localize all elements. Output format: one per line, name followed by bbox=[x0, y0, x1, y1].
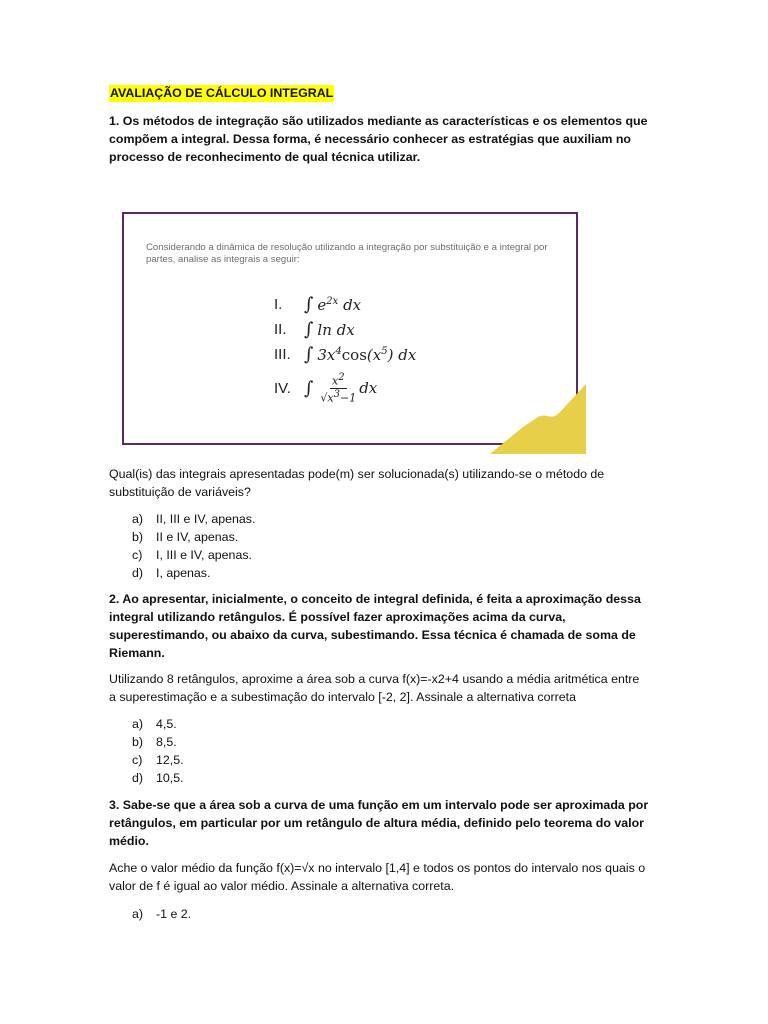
q3-option-a[interactable]: a) -1 e 2. bbox=[132, 907, 192, 921]
q3-statement: 3. Sabe-se que a área sob a curva de uma função em um intervalo pode ser aproximada por retângulos, em particular por um retângulo de altura média, definido pelo teorema do valor médio. bbox=[109, 798, 649, 848]
q2-options bbox=[132, 715, 184, 787]
q1-option-c[interactable]: c) I, III e IV, apenas. bbox=[132, 548, 252, 562]
integral-4: IV. ∫ $\frac{x^2}{√x^3-1}$ dx bbox=[274, 372, 378, 405]
q1-option-a[interactable]: a) II, III e IV, apenas. bbox=[132, 512, 256, 526]
q2-question: Utilizando 8 retângulos, aproxime a área sob a curva f(x)=-x2+4 usando a média aritmética entre a superestimação e a subestimação do intervalo [-2, 2]. Assinale a alternativa correta bbox=[109, 672, 640, 704]
integral-2: II. ∫ ln dx bbox=[274, 319, 355, 340]
q1-option-b[interactable]: b) II e IV, apenas. bbox=[132, 530, 239, 544]
q3-question: Ache o valor médio da função f(x)=√x no intervalo [1,4] e todos os pontos do intervalo nos quais o valor de f é igual ao valor médio. Assinale a alternativa correta. bbox=[109, 861, 646, 893]
q2-option-a[interactable]: a) 4,5. bbox=[132, 717, 177, 731]
decorative-corner-shape bbox=[488, 382, 588, 457]
q2-option-d[interactable]: d) 10,5. bbox=[132, 771, 184, 785]
q2-option-c[interactable]: c) 12,5. bbox=[132, 753, 184, 767]
q2-option-b[interactable]: b) 8,5. bbox=[132, 735, 177, 749]
q2-statement: 2. Ao apresentar, inicialmente, o conceito de integral definida, é feita a aproximação dessa integral utilizando retângulos. É possível fazer aproximações acima da curva, superestimando, ou abaixo da curva, subestimando. Essa técnica é chamada de soma de Riemann. bbox=[109, 592, 641, 660]
page-title: AVALIAÇÃO DE CÁLCULO INTEGRAL bbox=[110, 86, 334, 100]
q3-options bbox=[132, 905, 191, 923]
integral-3: III. ∫ $3x^4\cos(x^5)$ dx bbox=[274, 344, 417, 365]
figure-instruction: Considerando a dinâmica de resolução utilizando a integração por substituição e a integral por partes, analise as integrais a seguir: bbox=[146, 242, 548, 265]
q1-statement: 1. Os métodos de integração são utilizados mediante as características e os elementos que compõem a integral. Dessa forma, é necessário conhecer as estratégias que auxiliam no processo de reconhecimento de qual técnica utilizar. bbox=[109, 114, 648, 164]
q1-option-d[interactable]: d) I, apenas. bbox=[132, 566, 211, 580]
q1-question: Qual(is) das integrais apresentadas pode(m) ser solucionada(s) utilizando-se o método de substituição de variáveis? bbox=[109, 467, 605, 499]
integral-1: I. ∫ $e^{2x}$ dx bbox=[274, 294, 362, 315]
q1-options bbox=[132, 510, 255, 582]
